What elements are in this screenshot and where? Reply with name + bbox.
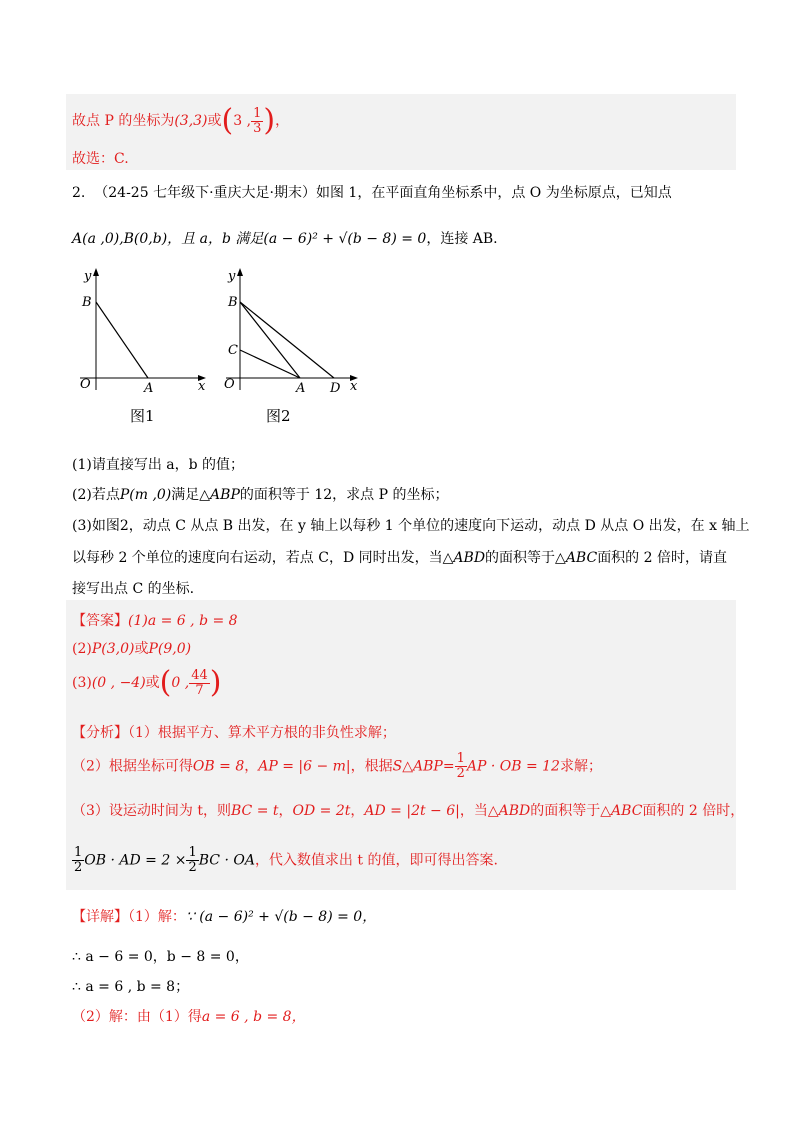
answer-3-point-1: (0 , −4)	[91, 675, 146, 691]
answer-line-3: (3)(0 , −4)或(0 , $\frac{44}{7}$ )	[72, 665, 222, 700]
fig2-label-c: C	[228, 343, 238, 358]
question-2-point: P(m ,0)	[119, 487, 172, 503]
fig2-label-x: x	[350, 379, 358, 394]
fig2-label-o: O	[224, 377, 235, 392]
answer-2-point-2: P(9,0)	[148, 641, 192, 657]
answer-line-1	[72, 610, 238, 630]
prev-choice-line: 故选：C.	[72, 151, 129, 167]
problem-stem-1: 如图 1，在平面直角坐标系中，点 O 为坐标原点，已知点	[315, 185, 672, 201]
figure-1-caption: 图1	[130, 407, 155, 425]
detail-line-2: ∴ a − 6 = 0，b − 8 = 0，	[72, 949, 249, 965]
fig2-label-d: D	[330, 381, 341, 396]
problem-source: （24-25 七年级下·重庆大足·期末）	[94, 185, 316, 201]
question-3-line-2: 以每秒 2 个单位的速度向右运动，若点 C，D 同时出发，当△ABD的面积等于△ABC面积的 2 倍时，请直	[72, 550, 727, 566]
problem-stem-line-1	[72, 182, 672, 202]
analysis-line-1: 【分析】（1）根据平方、算术平方根的非负性求解；	[72, 725, 396, 741]
fig2-label-y: y	[228, 269, 236, 284]
answer-line-2: (2)P(3,0)或P(9,0)	[72, 641, 192, 657]
fig1-label-a: A	[144, 381, 154, 396]
question-1: (1)请直接写出 a，b 的值；	[72, 457, 245, 473]
analysis-line-2: （2）根据坐标可得OB = 8，AP = |6 − m|，根据S△ABP= $\frac{1}{2}$ AP · OB = 12求解；	[72, 751, 602, 781]
fig1-label-o: O	[80, 377, 91, 392]
fig1-label-x: x	[198, 379, 206, 394]
question-3-line-1: (3)如图2，动点 C 从点 B 出发，在 y 轴上以每秒 1 个单位的速度向下运动，动点 D 从点 O 出发，在 x 轴上	[72, 518, 750, 534]
question-3-line-3: 接写出点 C 的坐标.	[72, 581, 195, 597]
prev-or: 或	[207, 113, 222, 129]
detail-line-3: ∴ a = 6 , b = 8；	[72, 979, 190, 995]
figure-2-caption: 图2	[266, 407, 291, 425]
problem-stem-line-2: A(a ,0),B(0,b)，且 a，b 满足(a − 6)² + √(b − 8) = 0，连接 AB.	[72, 231, 498, 247]
prev-point-2-fraction: $\frac{1}{3}$	[253, 105, 262, 136]
fig2-label-a: A	[296, 381, 306, 396]
figure-1	[70, 266, 220, 396]
figure-2	[222, 266, 372, 396]
problem-points: A(a ,0),B(0,b)，且 a，b 满足	[72, 231, 264, 247]
prev-point-1: (3,3)	[174, 113, 208, 129]
detail-tag: 【详解】	[72, 909, 128, 925]
fig1-label-b: B	[82, 295, 92, 310]
fig1-label-y: y	[84, 269, 92, 284]
analysis-line-3: （3）设运动时间为 t，则BC = t，OD = 2t，AD = |2t − 6|，当△ABD的面积等于△ABC面积的 2 倍时，	[72, 803, 745, 819]
problem-number: 2.	[72, 185, 86, 201]
prev-point-2-x: 3 ,	[233, 113, 252, 129]
problem-equation: (a − 6)² + √(b − 8) = 0	[263, 231, 427, 247]
prev-conclusion-line: 故点 P 的坐标为(3,3)或(3 , $\frac{1}{3}$ )，	[72, 103, 290, 138]
detail-line-1: 【详解】（1）解：∵ (a − 6)² + √(b − 8) = 0，	[72, 909, 377, 925]
analysis-line-4: $\frac{1}{2}$ OB · AD = 2 × $\frac{1}{2}$ BC · OA，代入数值求出 t 的值，即可得出答案.	[74, 845, 498, 875]
answer-1: (1)a = 6 , b = 8	[128, 613, 238, 629]
answer-2-point-1: P(3,0)	[91, 641, 135, 657]
fig2-label-b: B	[228, 295, 238, 310]
detail-line-4: （2）解：由（1）得a = 6 , b = 8，	[72, 1009, 306, 1025]
answer-tag: 【答案】	[72, 613, 128, 629]
answer-3-fraction: $\frac{44}{7}$	[191, 667, 208, 698]
prev-prefix: 故点 P 的坐标为	[72, 113, 175, 129]
question-2: (2)若点P(m ,0)满足△ABP的面积等于 12，求点 P 的坐标；	[72, 487, 449, 503]
analysis-tag: 【分析】	[72, 725, 128, 741]
